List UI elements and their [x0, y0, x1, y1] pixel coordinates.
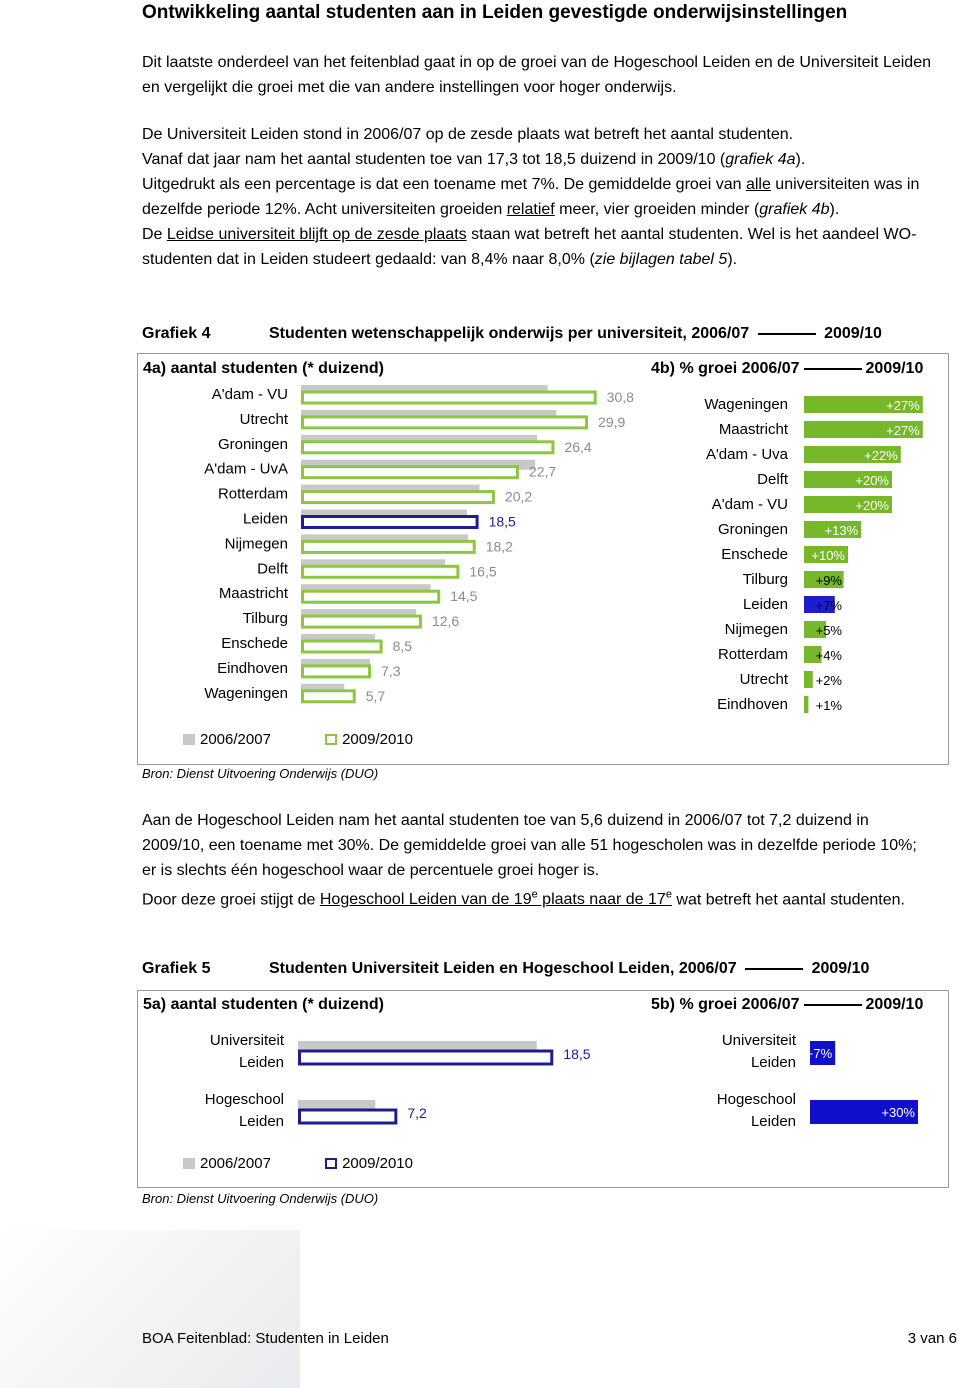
g5b-value-label-universiteit-leiden: +7%: [805, 1046, 833, 1061]
grafiek4-title: Studenten wetenschappelijk onderwijs per universiteit, 2006/07: [269, 325, 750, 342]
g5-category-label-universiteit-leiden-1: Universiteit: [209, 1032, 284, 1049]
p2-s2c: ).: [795, 151, 806, 168]
growth-value-label-delft: +20%: [855, 473, 889, 488]
g5-value-label-universiteit-leiden: 18,5: [563, 1046, 591, 1062]
g5b-category-label-universiteit-leiden-2: Leiden: [750, 1054, 796, 1071]
bar-cur-tilburg: [303, 616, 421, 627]
bar-category-label-leiden: Leiden: [242, 510, 288, 528]
growth-category-label-rotterdam: Rotterdam: [717, 646, 788, 663]
bar-category-label-wageningen: Wageningen: [204, 684, 288, 702]
hogeschool-paragraph: [142, 808, 932, 912]
growth-category-label-a-dam-uva: A'dam - Uva: [705, 446, 788, 463]
grafiek4-heading: [142, 325, 882, 343]
bar-cur-delft: [303, 566, 458, 577]
p2-s4c: universiteiten was in dezelfde periode 12%.: [142, 176, 920, 218]
bar-value-label-a-dam-uva: 22,7: [528, 463, 557, 480]
bar-category-label-tilburg: Tilburg: [242, 610, 288, 628]
bar-value-label-tilburg: 12,6: [431, 613, 460, 630]
bar-category-label-rotterdam: Rotterdam: [217, 485, 288, 503]
p2-s1: De Universiteit Leiden stond in 2006/07 op de zesde plaats wat betreft het aantal studenten.: [142, 126, 794, 143]
bar-category-label-delft: Delft: [257, 560, 288, 578]
grafiek4-box: [137, 353, 949, 765]
bar-category-label-enschede: Enschede: [221, 635, 288, 652]
legend-label-prev: 2006/2007: [200, 731, 271, 748]
chart5b-title-end: 2009/10: [865, 996, 924, 1013]
bar-category-label-nijmegen: Nijmegen: [224, 535, 288, 553]
bar-cur-leiden: [303, 517, 478, 528]
growth-category-label-utrecht: Utrecht: [739, 671, 788, 688]
growth-category-label-nijmegen: Nijmegen: [724, 621, 788, 638]
p3-sup2: e: [665, 889, 672, 901]
intro-paragraph: [142, 50, 932, 100]
p2-s2a: Vanaf dat jaar nam het aantal studenten toe van 17,3 tot 18,5 duizend in 2009/10 (: [142, 151, 726, 168]
grafiek5-legend: [183, 1155, 463, 1172]
p3-s2: De gemiddelde groei van alle 51 hogescholen was in dezelfde periode 10%; er is slechts één hogeschool waar de percentuele groei hoger is.: [142, 837, 917, 879]
chart5a-title: 5a) aantal studenten (* duizend): [143, 996, 384, 1013]
bar-value-label-eindhoven: 7,3: [381, 662, 401, 679]
universiteit-paragraph: [142, 122, 932, 272]
p3-s3c: plaats naar de 17: [537, 891, 666, 909]
growth-category-label-groningen: Groningen: [717, 521, 788, 538]
bar-cur-groningen: [303, 442, 553, 453]
footer: [142, 1330, 957, 1347]
chart4b-title-end: 2009/10: [865, 360, 924, 377]
legend5-swatch-prev: [183, 1158, 195, 1169]
grafiek5-heading: [142, 960, 869, 978]
chart4a-title: 4a) aantal studenten (* duizend): [143, 360, 384, 377]
bar-cur-utrecht: [303, 417, 587, 428]
bar-category-label-groningen: Groningen: [217, 435, 288, 453]
p3-s3b: Hogeschool Leiden van de 19: [319, 891, 532, 909]
legend-item-prev: [183, 731, 271, 748]
growth-category-label-wageningen: Wageningen: [704, 396, 788, 413]
footer-page-number: 3 van 6: [907, 1330, 957, 1347]
grafiek4-label: Grafiek 4: [142, 325, 211, 342]
bar-value-label-a-dam-vu: 30,8: [606, 389, 634, 405]
p3-s3-underlined: [320, 891, 672, 908]
grafiek5-title-dash: [745, 968, 803, 970]
p2-s5e: ).: [829, 201, 840, 218]
bar-category-label-a-dam-uva: A'dam - UvA: [204, 460, 288, 478]
footer-left: BOA Feitenblad: Studenten in Leiden: [142, 1330, 389, 1347]
p2-s6a: De: [142, 226, 167, 243]
grafiek5-source: Bron: Dienst Uitvoering Onderwijs (DUO): [142, 1191, 379, 1206]
grafiek5-box: [137, 990, 949, 1188]
intro-text: Dit laatste onderdeel van het feitenblad gaat in op de groei van de Hogeschool Leiden en de Universiteit Leiden en vergelijkt die groei met die van andere instellingen voor hoger onderwijs.: [142, 54, 931, 96]
p2-s6b: Leidse universiteit blijft op de zesde plaats: [166, 226, 467, 243]
bar-cur-nijmegen: [303, 541, 475, 552]
p2-s5c: meer, vier groeiden minder (: [554, 201, 760, 218]
growth-category-label-maastricht: Maastricht: [718, 421, 788, 438]
bar-value-label-leiden: 18,5: [488, 513, 516, 530]
footer-decoration: [0, 1230, 300, 1388]
bar-value-label-maastricht: 14,5: [450, 588, 478, 605]
grafiek5-title-end: 2009/10: [811, 960, 870, 977]
g5-category-label-hogeschool-leiden-2: Leiden: [238, 1113, 284, 1130]
p2-s7b: zie bijlagen tabel 5: [594, 251, 728, 268]
p2-s7c: ).: [727, 251, 738, 268]
growth-value-label-leiden: +7%: [815, 598, 842, 613]
p2-s5a: Acht universiteiten groeiden: [304, 201, 507, 218]
p3-sup1: e: [531, 889, 538, 901]
growth-category-label-leiden: Leiden: [742, 596, 788, 613]
growth-value-label-wageningen: +27%: [886, 398, 920, 413]
grafiek4-svg: [138, 354, 948, 764]
growth-value-label-eindhoven: +1%: [815, 698, 842, 713]
p2-s2b: grafiek 4a: [725, 151, 796, 168]
growth-bar-utrecht: [804, 671, 813, 688]
bar-category-label-eindhoven: Eindhoven: [217, 659, 288, 677]
growth-category-label-eindhoven: Eindhoven: [717, 696, 788, 713]
legend5-label-cur: 2009/2010: [342, 1155, 413, 1172]
p3-s3d: wat betreft het aantal studenten.: [671, 891, 905, 909]
legend5-item-prev: [183, 1155, 271, 1172]
g5-bar-cur-universiteit-leiden: [300, 1051, 552, 1064]
bar-cur-rotterdam: [303, 492, 494, 503]
p2-s5b: relatief: [506, 201, 555, 218]
p2-s4a: De gemiddelde groei van: [563, 176, 746, 193]
grafiek4-title-dash: [758, 333, 816, 335]
bar-cur-wageningen: [303, 691, 355, 702]
p3-s1: Aan de Hogeschool Leiden nam het aantal studenten toe van 5,6 duizend in 2006/07 tot 7,2 duizend in 2009/10, een toename met 30%.: [142, 812, 869, 854]
bar-value-label-delft: 16,5: [469, 563, 497, 580]
g5b-category-label-hogeschool-leiden-1: Hogeschool: [716, 1091, 796, 1108]
page-title: Ontwikkeling aantal studenten aan in Leiden gevestigde onderwijsinstellingen: [142, 2, 848, 23]
chart4b-title-text: 4b) % groei 2006/07: [651, 360, 800, 377]
g5b-value-label-hogeschool-leiden: +30%: [881, 1105, 915, 1120]
legend-swatch-cur: [325, 734, 337, 745]
bar-category-label-utrecht: Utrecht: [239, 410, 288, 428]
bar-value-label-rotterdam: 20,2: [504, 488, 533, 505]
grafiek5-title: Studenten Universiteit Leiden en Hogeschool Leiden, 2006/07: [269, 960, 737, 977]
growth-value-label-rotterdam: +4%: [815, 648, 842, 663]
bar-value-label-groningen: 26,4: [564, 438, 592, 455]
growth-value-label-maastricht: +27%: [886, 423, 920, 438]
p2-s4b: alle: [745, 176, 771, 193]
bar-category-label-maastricht: Maastricht: [218, 585, 288, 603]
g5b-category-label-universiteit-leiden-1: Universiteit: [721, 1032, 796, 1049]
bar-value-label-utrecht: 29,9: [598, 413, 626, 430]
growth-value-label-enschede: +10%: [811, 548, 845, 563]
bar-cur-enschede: [303, 641, 382, 652]
g5-category-label-universiteit-leiden-2: Leiden: [238, 1054, 284, 1071]
g5-category-label-hogeschool-leiden-1: Hogeschool: [204, 1091, 284, 1108]
bar-cur-eindhoven: [303, 666, 370, 677]
legend5-swatch-cur: [325, 1158, 337, 1169]
legend-label-cur: 2009/2010: [342, 731, 413, 748]
grafiek4-legend: [183, 731, 463, 748]
growth-bar-eindhoven: [804, 696, 808, 713]
bar-cur-a-dam-vu: [303, 392, 596, 403]
growth-value-label-a-dam-uva: +22%: [864, 448, 898, 463]
p2-s6c: staan wat betreft het aantal studenten.: [466, 226, 744, 243]
p3-s3a: Door deze groei stijgt de: [142, 891, 320, 909]
growth-value-label-tilburg: +9%: [815, 573, 842, 588]
chart5b-title-text: 5b) % groei 2006/07: [651, 996, 800, 1013]
legend5-item-cur: [325, 1155, 413, 1172]
p2-s5d: grafiek 4b: [759, 201, 830, 218]
g5-value-label-hogeschool-leiden: 7,2: [407, 1105, 427, 1121]
g5-bar-cur-hogeschool-leiden: [300, 1110, 396, 1123]
growth-value-label-a-dam-vu: +20%: [855, 498, 889, 513]
grafiek4-source: Bron: Dienst Uitvoering Onderwijs (DUO): [142, 766, 379, 781]
bar-category-label-a-dam-vu: A'dam - VU: [211, 386, 288, 403]
bar-value-label-nijmegen: 18,2: [485, 538, 513, 555]
p2-s7a: Wel is het aandeel WO-studenten dat in Leiden studeert gedaald: van 8,4% naar 8,0% (: [142, 226, 917, 268]
growth-value-label-groningen: +13%: [824, 523, 859, 538]
legend5-label-prev: 2006/2007: [200, 1155, 271, 1172]
grafiek4-title-end: 2009/10: [824, 325, 882, 342]
bar-value-label-enschede: 8,5: [392, 638, 413, 654]
growth-category-label-delft: Delft: [757, 471, 788, 488]
bar-cur-maastricht: [303, 591, 439, 602]
bar-cur-a-dam-uva: [303, 467, 518, 478]
growth-category-label-tilburg: Tilburg: [742, 571, 788, 588]
legend-swatch-prev: [183, 734, 195, 745]
growth-category-label-enschede: Enschede: [721, 546, 788, 563]
growth-value-label-utrecht: +2%: [815, 673, 842, 688]
g5b-category-label-hogeschool-leiden-2: Leiden: [750, 1113, 796, 1130]
grafiek5-label: Grafiek 5: [142, 960, 211, 977]
p2-s3: Uitgedrukt als een percentage is dat een toename met 7%.: [142, 176, 560, 193]
bar-value-label-wageningen: 5,7: [365, 687, 386, 704]
growth-category-label-a-dam-vu: A'dam - VU: [711, 496, 788, 513]
growth-value-label-nijmegen: +5%: [815, 623, 842, 638]
legend-item-cur: [325, 731, 413, 748]
